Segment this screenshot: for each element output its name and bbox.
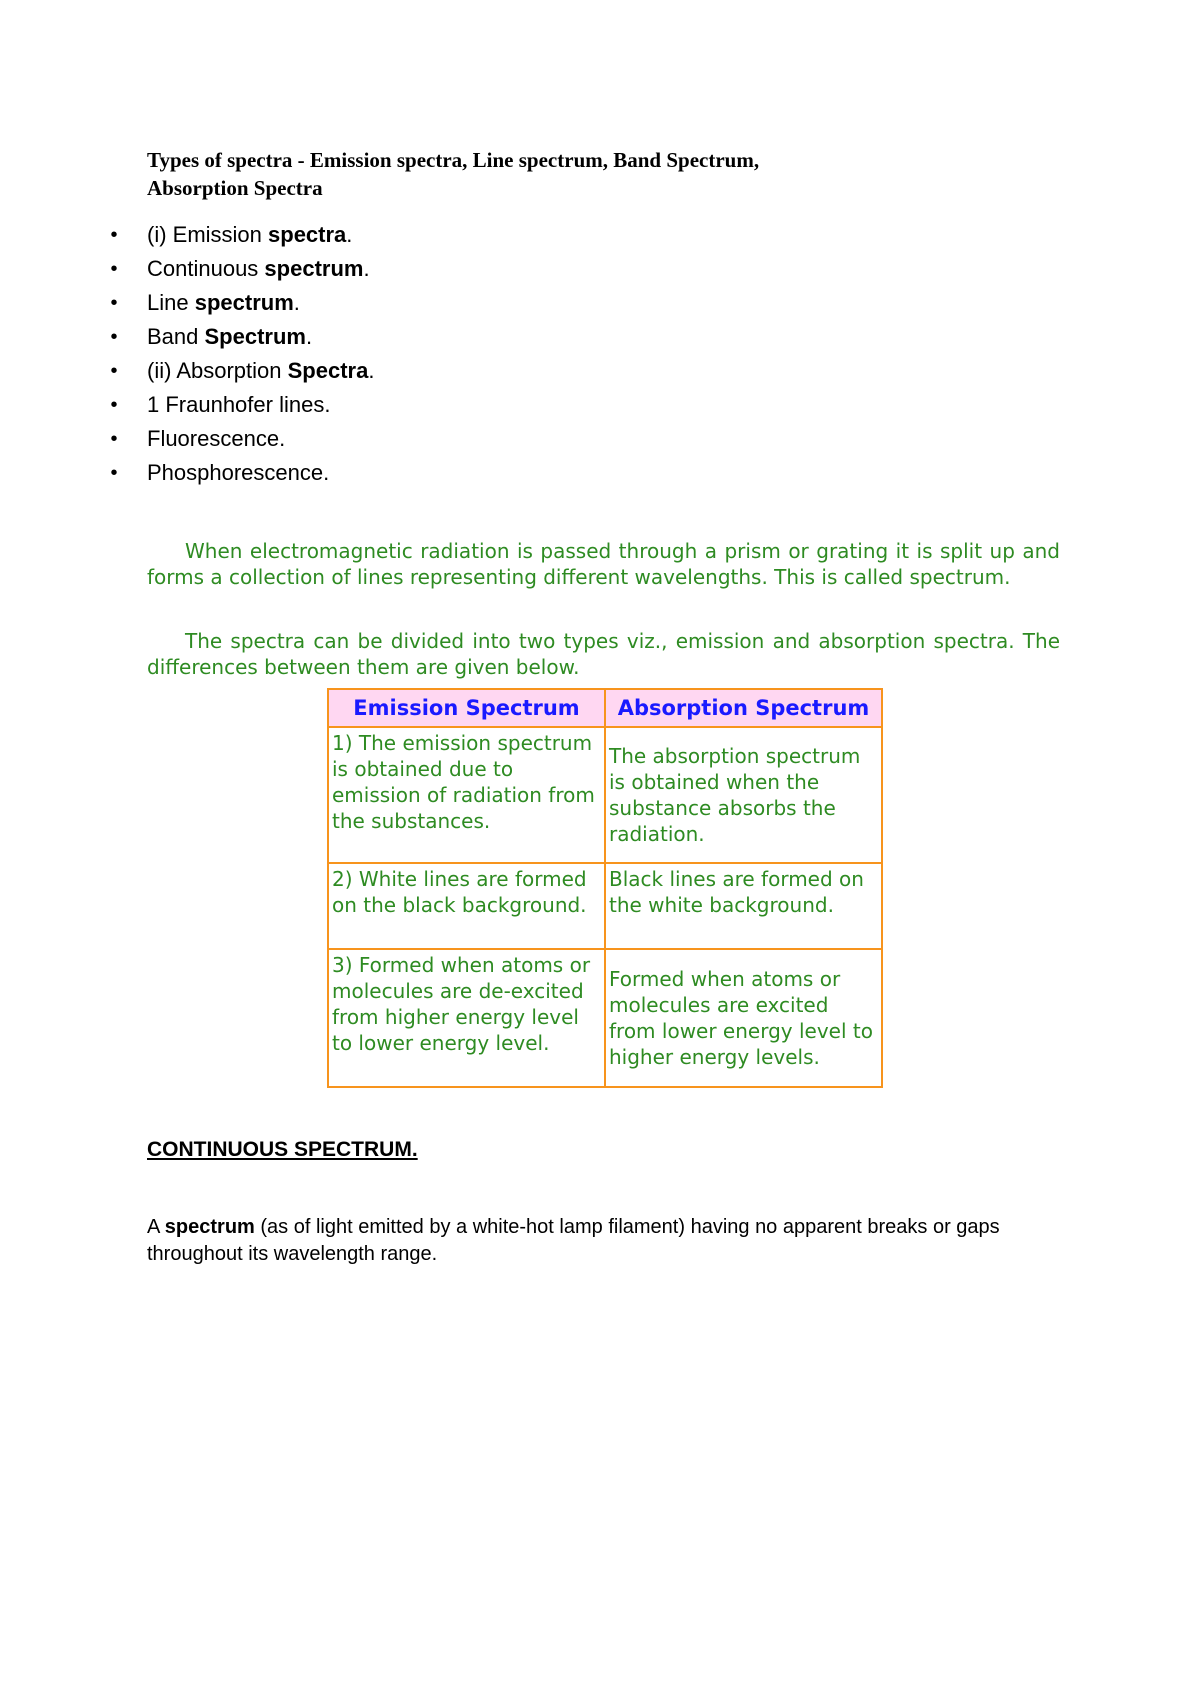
bullet-icon: • xyxy=(110,224,118,246)
table-row xyxy=(328,949,882,1087)
table-cell: 1) The emission spectrum is obtained due to emission of radiation from the substances. xyxy=(328,727,605,863)
bullet-icon: • xyxy=(110,428,118,450)
spectrum-intro-paragraph: When electromagnetic radiation is passed through a prism or grating it is split up and forms a collection of lines representing different wavelengths. This is called spectrum. xyxy=(147,539,1060,589)
list-item: • (i) Emission spectra. xyxy=(107,218,374,252)
bullet-icon: • xyxy=(110,326,118,348)
list-item: • Continuous spectrum. xyxy=(107,252,374,286)
continuous-spectrum-definition: A spectrum (as of light emitted by a white-hot lamp filament) having no apparent breaks or gaps throughout its wavelength range. xyxy=(147,1216,1000,1265)
table-cell: Black lines are formed on the white background. xyxy=(605,863,882,949)
table-cell: 3) Formed when atoms or molecules are de-excited from higher energy level to lower energy level. xyxy=(328,949,605,1087)
list-item: • 1 Fraunhofer lines. xyxy=(107,388,374,422)
list-item: • Line spectrum. xyxy=(107,286,374,320)
table-row xyxy=(328,863,882,949)
title-line-2: Absorption Spectra xyxy=(147,176,323,200)
header-absorption: Absorption Spectrum xyxy=(605,689,882,727)
list-item: • Fluorescence. xyxy=(107,422,374,456)
spectrum-types-paragraph: The spectra can be divided into two types viz., emission and absorption spectra. The differences between them are given below. xyxy=(147,629,1060,679)
document-title xyxy=(147,146,907,202)
table-cell: The absorption spectrum is obtained when the substance absorbs the radiation. xyxy=(605,727,882,863)
list-item: • Phosphorescence. xyxy=(107,456,374,490)
definition-term: spectrum xyxy=(164,1216,255,1238)
table-cell: Formed when atoms or molecules are excited from lower energy level to higher energy levels. xyxy=(605,949,882,1087)
bullet-icon: • xyxy=(110,258,118,280)
table-cell: 2) White lines are formed on the black background. xyxy=(328,863,605,949)
emission-absorption-table xyxy=(327,688,883,1088)
bullet-icon: • xyxy=(110,394,118,416)
table-header-row xyxy=(328,689,882,727)
continuous-spectrum-heading: CONTINUOUS SPECTRUM. xyxy=(147,1138,418,1161)
table-row xyxy=(328,727,882,863)
bullet-icon: • xyxy=(110,360,118,382)
title-line-1: Types of spectra - Emission spectra, Line spectrum, Band Spectrum, xyxy=(147,148,760,172)
header-emission: Emission Spectrum xyxy=(328,689,605,727)
bullet-icon: • xyxy=(110,462,118,484)
bullet-icon: • xyxy=(110,292,118,314)
list-item: • Band Spectrum. xyxy=(107,320,374,354)
spectra-types-list xyxy=(107,218,374,490)
list-item: • (ii) Absorption Spectra. xyxy=(107,354,374,388)
